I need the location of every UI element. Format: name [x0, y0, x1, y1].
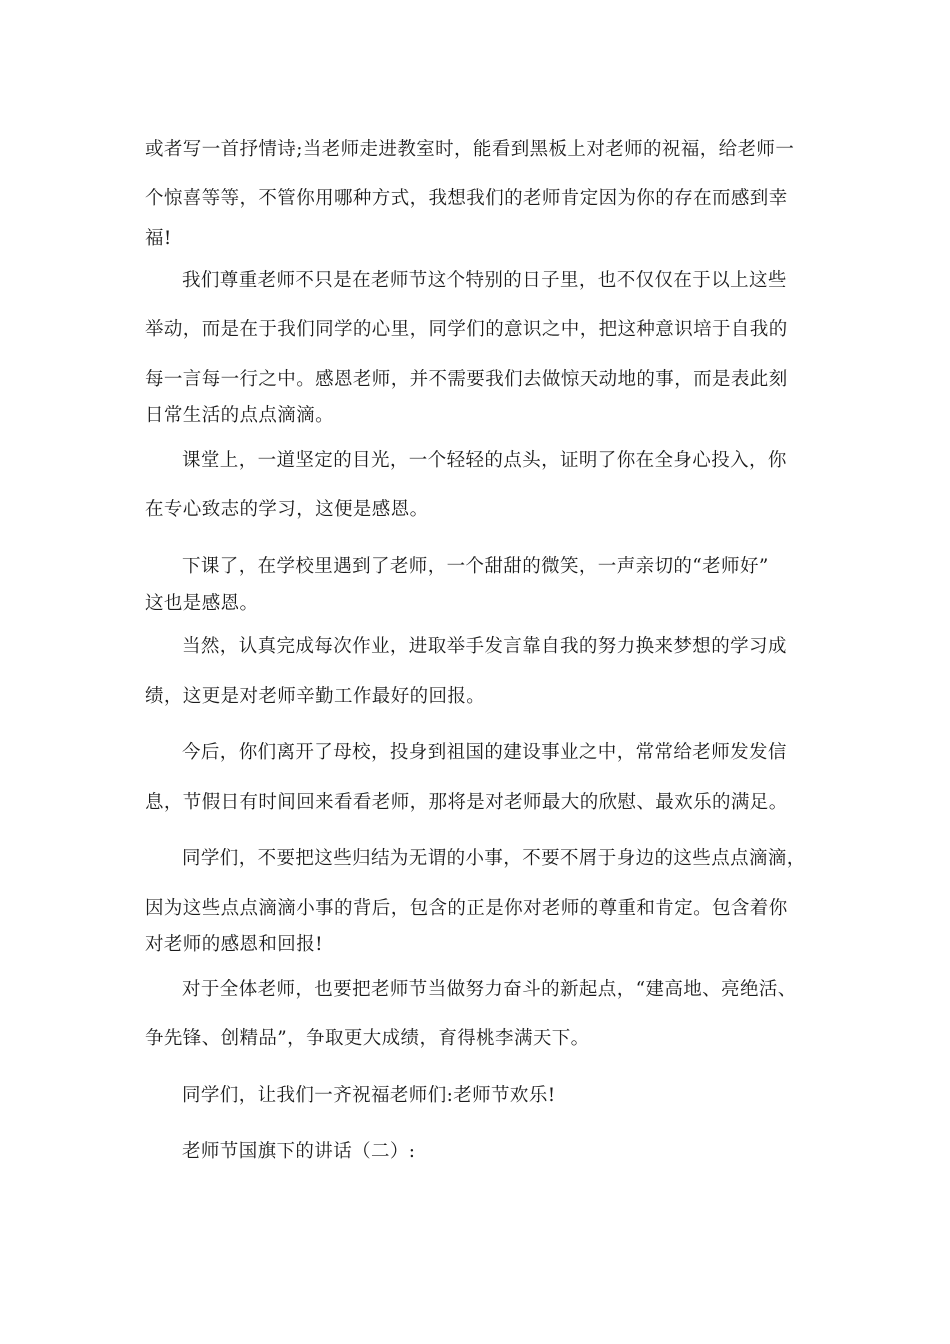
text-line: 这也是感恩。 — [145, 593, 259, 614]
text-line: 我们尊重老师不只是在老师节这个特别的日子里，也不仅仅在于以上这些 — [182, 270, 787, 291]
text-line: 福! — [145, 228, 172, 249]
text-line: 在专心致志的学习，这便是感恩。 — [145, 499, 429, 520]
text-line: 同学们，不要把这些归结为无谓的小事，不要不屑于身边的这些点点滴滴， — [182, 848, 806, 869]
text-line: 对老师的感恩和回报! — [145, 934, 323, 955]
text-line: 当然，认真完成每次作业，进取举手发言靠自我的努力换来梦想的学习成 — [182, 636, 787, 657]
text-line: 下课了，在学校里遇到了老师，一个甜甜的微笑，一声亲切的“老师好” — [182, 556, 769, 577]
text-line: 个惊喜等等，不管你用哪种方式，我想我们的老师肯定因为你的存在而感到幸 — [145, 188, 788, 209]
text-line: 今后，你们离开了母校，投身到祖国的建设事业之中，常常给老师发发信 — [182, 742, 787, 763]
text-line: 因为这些点点滴滴小事的背后，包含的正是你对老师的尊重和肯定。包含着你 — [145, 898, 788, 919]
text-line: 绩，这更是对老师辛勤工作最好的回报。 — [145, 686, 486, 707]
text-line: 课堂上，一道坚定的目光，一个轻轻的点头，证明了你在全身心投入，你 — [182, 450, 787, 471]
text-line: 举动，而是在于我们同学的心里，同学们的意识之中，把这种意识培于自我的 — [145, 319, 788, 340]
section-heading: 老师节国旗下的讲话（二）: — [182, 1141, 416, 1162]
text-line: 每一言每一行之中。感恩老师，并不需要我们去做惊天动地的事，而是表此刻 — [145, 369, 788, 390]
text-line: 争先锋、创精品”，争取更大成绩，育得桃李满天下。 — [145, 1028, 590, 1049]
text-line: 同学们，让我们一齐祝福老师们:老师节欢乐! — [182, 1085, 556, 1106]
text-line: 或者写一首抒情诗;当老师走进教室时，能看到黑板上对老师的祝福，给老师一 — [145, 139, 795, 160]
text-line: 息，节假日有时间回来看看老师，那将是对老师最大的欣慰、最欢乐的满足。 — [145, 792, 788, 813]
text-line: 对于全体老师，也要把老师节当做努力奋斗的新起点，“建高地、亮绝活、 — [182, 979, 797, 1000]
text-line: 日常生活的点点滴滴。 — [145, 405, 335, 426]
